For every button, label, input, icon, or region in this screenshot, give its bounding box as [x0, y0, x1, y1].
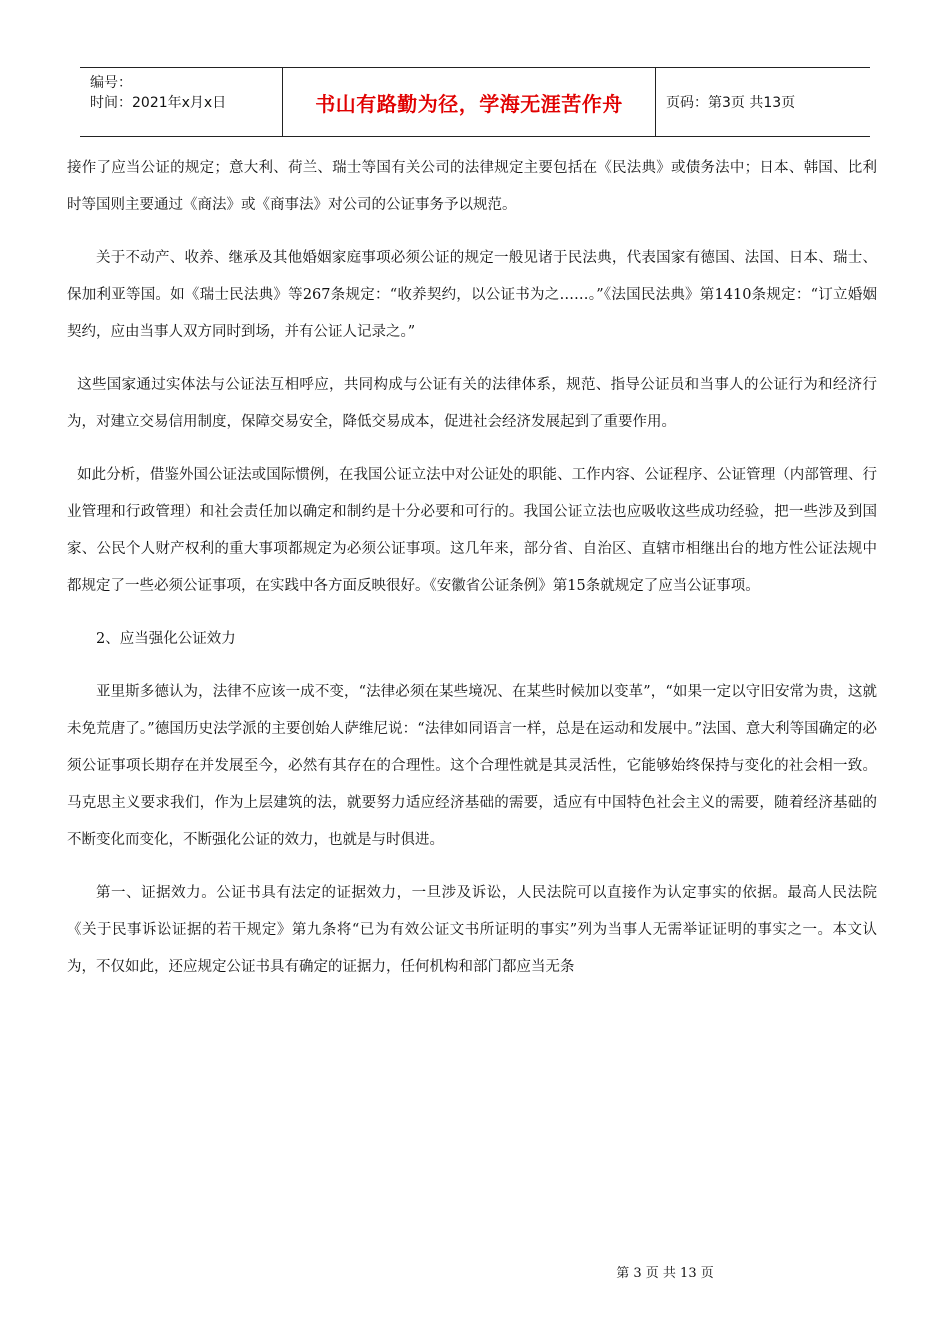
paragraph: 关于不动产、收养、继承及其他婚姻家庭事项必须公证的规定一般见诸于民法典，代表国家有德国、法国、日本、瑞士、保加利亚等国。如《瑞士民法典》等267条规定：“收养契约，以公证书为之……。”《法国民法典》第1410条规定：“订立婚姻契约，应由当事人双方同时到场，并有公证人记录之。”	[67, 250, 877, 340]
header-date-label: 时间：2021年x月x日	[90, 95, 227, 111]
section-heading: 2、应当强化公证效力	[96, 631, 236, 647]
paragraph: 接作了应当公证的规定；意大利、荷兰、瑞士等国有关公司的法律规定主要包括在《民法典》或债务法中；日本、韩国、比利时等国则主要通过《商法》或《商事法》对公司的公证事务予以规范。	[67, 160, 877, 213]
document-body	[67, 150, 877, 1002]
paragraph: 这些国家通过实体法与公证法互相呼应，共同构成与公证有关的法律体系，规范、指导公证员和当事人的公证行为和经济行为，对建立交易信用制度，保障交易安全，降低交易成本，促进社会经济发展起到了重要作用。	[67, 377, 877, 430]
header-motto: 书山有路勤为径，学海无涯苦作舟	[283, 68, 656, 136]
paragraph: 第一、证据效力。公证书具有法定的证据效力，一旦涉及诉讼，人民法院可以直接作为认定事实的依据。最高人民法院《关于民事诉讼证据的若干规定》第九条将“已为有效公证文书所证明的事实”列为当事人无需举证证明的事实之一。本文认为，不仅如此，还应规定公证书具有确定的证据力，任何机构和部门都应当无条	[67, 885, 877, 975]
paragraph: 亚里斯多德认为，法律不应该一成不变，“法律必须在某些境况、在某些时候加以变革”，“如果一定以守旧安常为贵，这就未免荒唐了。”德国历史法学派的主要创始人萨维尼说：“法律如同语言一样，总是在运动和发展中。”法国、意大利等国确定的必须公证事项长期存在并发展至今，必然有其存在的合理性。这个合理性就是其灵活性，它能够始终保持与变化的社会相一致。马克思主义要求我们，作为上层建筑的法，就要努力适应经济基础的需要，适应有中国特色社会主义的需要，随着经济基础的不断变化而变化，不断强化公证的效力，也就是与时俱进。	[67, 684, 877, 848]
document-header	[80, 67, 870, 137]
paragraph: 如此分析，借鉴外国公证法或国际惯例，在我国公证立法中对公证处的职能、工作内容、公证程序、公证管理（内部管理、行业管理和行政管理）和社会责任加以确定和制约是十分必要和可行的。我国公证立法也应吸收这些成功经验，把一些涉及到国家、公民个人财产权利的重大事项都规定为必须公证事项。这几年来，部分省、自治区、直辖市相继出台的地方性公证法规中都规定了一些必须公证事项，在实践中各方面反映很好。《安徽省公证条例》第15条就规定了应当公证事项。	[67, 467, 877, 594]
page-footer: 第 3 页 共 13 页	[616, 1266, 714, 1281]
header-number-label: 编号：	[90, 75, 132, 91]
header-page-label: 页码：第3页 共13页	[666, 95, 796, 111]
header-meta	[80, 68, 283, 136]
